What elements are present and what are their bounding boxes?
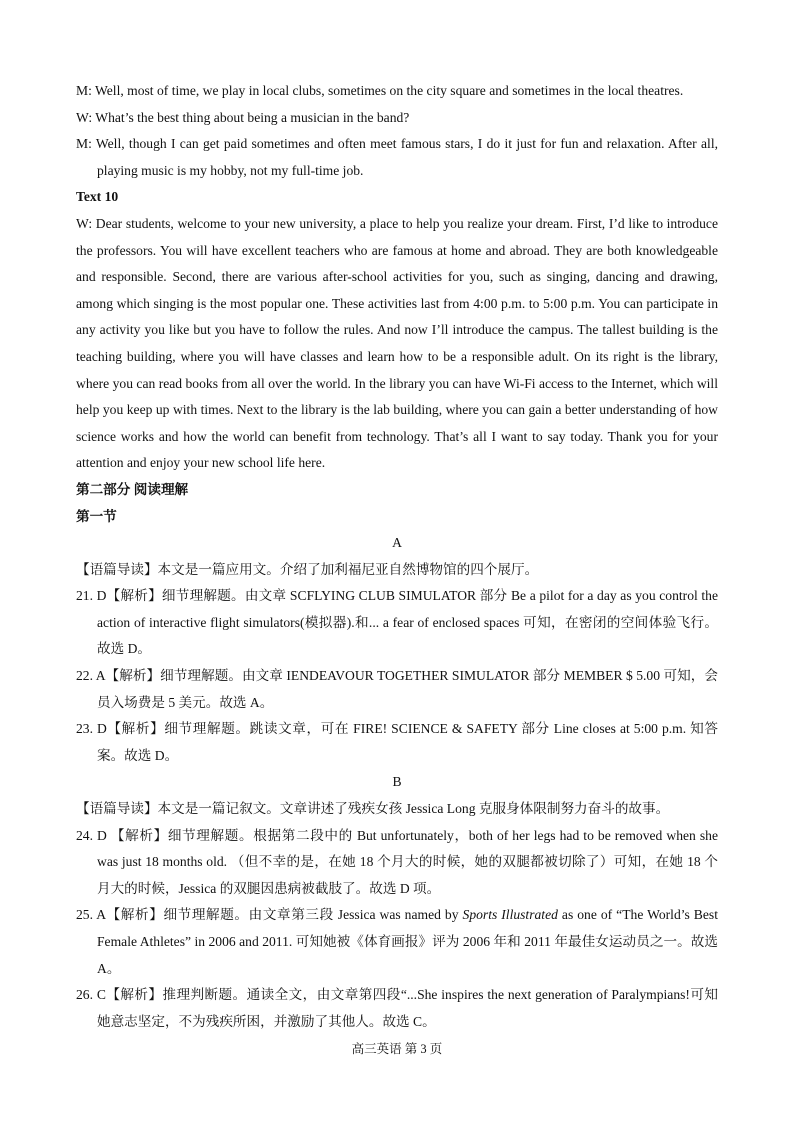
answer-22: 22. A【解析】细节理解题。由文章 IENDEAVOUR TOGETHER SIMULATOR 部分 MEMBER $ 5.00 可知，会员入场费是 5 美元。故选 A。 bbox=[76, 668, 718, 710]
passage-a-intro: 【语篇导读】本文是一篇应用文。介绍了加利福尼亚自然博物馆的四个展厅。 bbox=[76, 561, 539, 577]
dialogue-line-3: M: Well, though I can get paid sometimes and often meet famous stars, I do it just for fun and relaxation. After all, playing music is my hobby, not my full-time job. bbox=[76, 136, 718, 178]
answer-25-magazine-title: Sports Illustrated bbox=[462, 907, 558, 923]
page-content bbox=[76, 78, 718, 1035]
section-heading: 第一节 bbox=[76, 508, 117, 524]
answer-25-pre: 25. A【解析】细节理解题。由文章第三段 Jessica was named by bbox=[76, 907, 463, 923]
passage-b-intro: 【语篇导读】本文是一篇记叙文。文章讲述了残疾女孩 Jessica Long 克服身体限制努力奋斗的故事。 bbox=[76, 801, 670, 817]
passage-a-label: A bbox=[392, 535, 402, 551]
text10-body: W: Dear students, welcome to your new university, a place to help you realize your dream. First, I’d like to introduce the professors. You will have excellent teachers who are famous at home and abroad. They are both knowledgeable and responsible. Second, there are various after-school activities for you, such as singing, dancing and drawing, among which singing is the most popular one. These activities last from 4:00 p.m. to 5:00 p.m. You can participate in any activity you like but you have to follow the rules. And now I’ll introduce the campus. The tallest building is the teaching building, where you will have classes and learn how to be a responsible adult. On its right is the library, where you can read books from all over the world. In the library you can have Wi-Fi access to the Internet, which will help you keep up with times. Next to the library is the lab building, where you can gain a better understanding of how science works and how the world can benefit from technology. That’s all I want to say today. Thank you for your attention and enjoy your new school life here. bbox=[76, 215, 718, 471]
answer-25-post: as one of “The World’s Best Female Athletes” in 2006 and 2011. 可知她被《体育画报》评为 2006 年和 2011 年最佳女运动员之一。故选 A。 bbox=[97, 907, 718, 976]
dialogue-line-2: W: What’s the best thing about being a musician in the band? bbox=[76, 109, 410, 125]
answer-23: 23. D【解析】细节理解题。跳读文章，可在 FIRE! SCIENCE & SAFETY 部分 Line closes at 5:00 p.m. 知答案。故选 D。 bbox=[76, 721, 718, 763]
passage-b-label: B bbox=[392, 774, 402, 790]
part2-heading: 第二部分 阅读理解 bbox=[76, 481, 189, 497]
page-footer: 高三英语 第 3 页 bbox=[351, 1042, 443, 1056]
answer-26: 26. C【解析】推理判断题。通读全文，由文章第四段“...She inspires the next generation of Paralympians!可知她意志坚定，不为残疾所困，并激励了其他人。故选 C。 bbox=[76, 987, 718, 1029]
answer-24: 24. D 【解析】细节理解题。根据第二段中的 But unfortunately，both of her legs had to be removed when she was just 18 months old. （但不幸的是，在她 18 个月大的时候，她的双腿都被切除了）可知，在她 18 个月大的时候，Jessica 的双腿因患病被截肢了。故选 D 项。 bbox=[76, 827, 718, 896]
answer-25 bbox=[76, 902, 718, 982]
text10-heading: Text 10 bbox=[76, 189, 119, 205]
dialogue-line-1: M: Well, most of time, we play in local clubs, sometimes on the city square and sometimes in the local theatres. bbox=[76, 83, 684, 98]
answer-21: 21. D【解析】细节理解题。由文章 SCFLYING CLUB SIMULATOR 部分 Be a pilot for a day as you control the action of interactive flight simulators(模拟器).和... a fear of enclosed spaces 可知，在密闭的空间体验飞行。故选 D。 bbox=[76, 588, 718, 657]
